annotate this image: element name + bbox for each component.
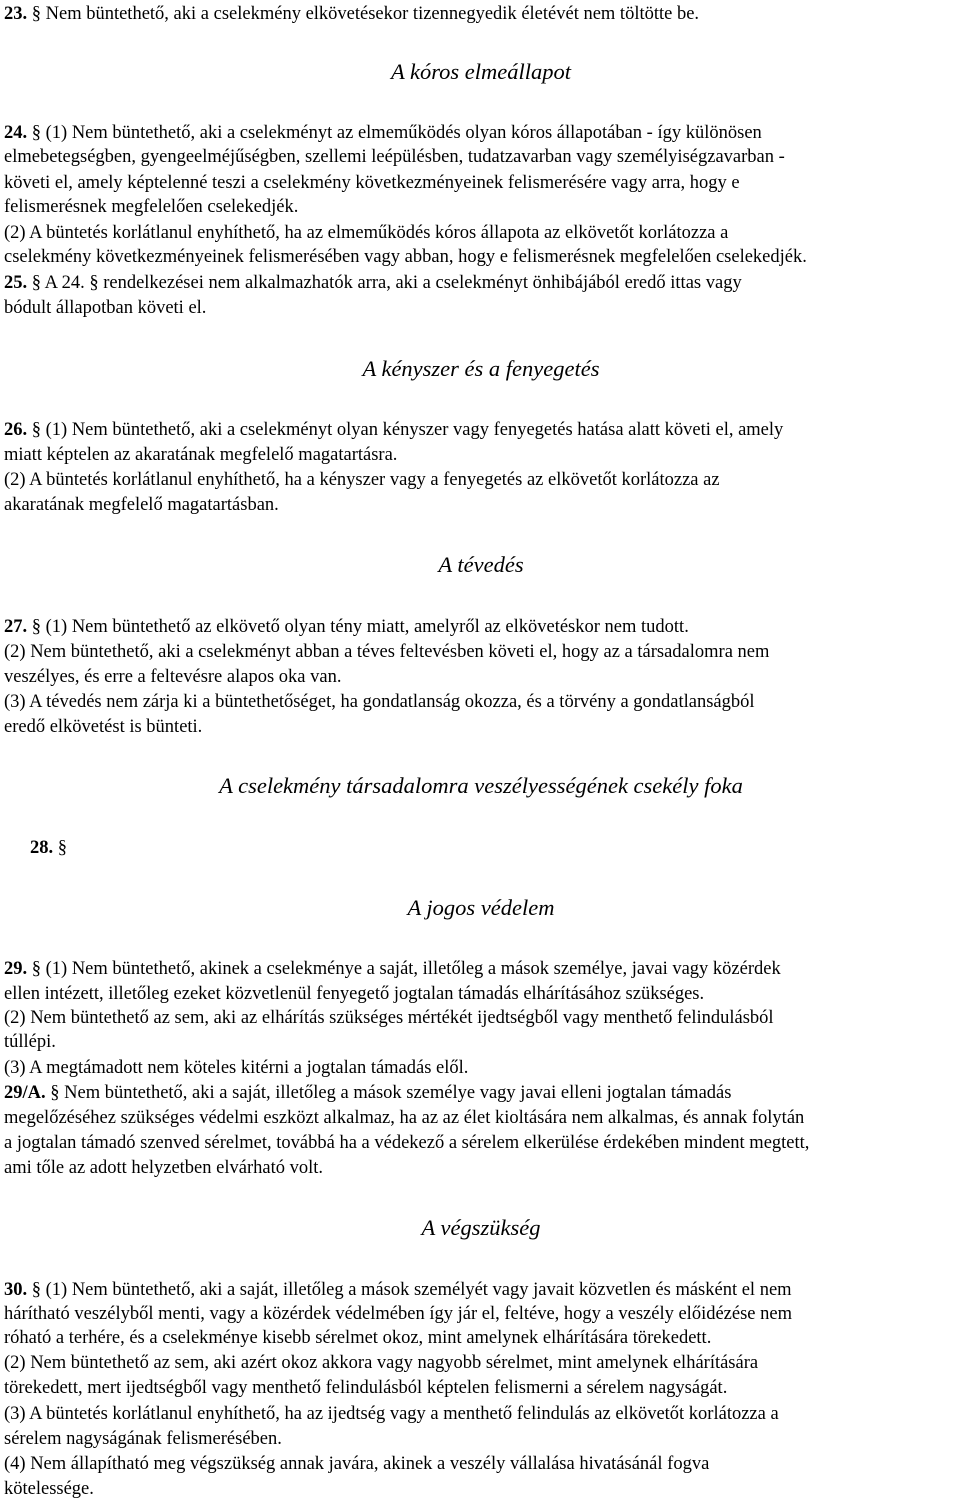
paragraph-24-line xyxy=(4,121,762,145)
paragraph-text: (1) Nem büntethető, aki a cselekményt olyan kényszer vagy fenyegetés hatása alatt követi el, amely xyxy=(41,420,784,440)
paragraph-28 xyxy=(30,836,67,860)
paragraph-text: Nem büntethető, aki a cselekmény elkövetésekor tizennegyedik életévét nem töltötte be. xyxy=(41,4,700,24)
paragraph-29-line: (3) A megtámadott nem köteles kitérni a jogtalan támadás elől. xyxy=(4,1058,469,1078)
paragraph-23 xyxy=(4,2,699,26)
section-sign: § xyxy=(31,959,41,979)
section-sign: § xyxy=(89,273,99,293)
section-heading-csekely-fok: A cselekmény társadalomra veszélyességének csekély foka xyxy=(219,773,743,798)
paragraph-text: (1) Nem büntethető, aki a saját, illetőleg a mások személyét vagy javait közvetlen és másként el nem xyxy=(41,1280,792,1300)
paragraph-29a-line: ami tőle az adott helyzetben elvárható volt. xyxy=(4,1158,323,1178)
paragraph-text: rendelkezései nem alkalmazhatók arra, aki a cselekményt önhibájából eredő ittas vagy xyxy=(98,273,742,293)
paragraph-29a-line: a jogtalan támadó szenved sérelmet, továbbá ha a védekező a sérelem elkerülése érdekében mindent megtett, xyxy=(4,1133,810,1153)
paragraph-25-line xyxy=(4,271,742,295)
paragraph-27-line: veszélyes, és erre a feltevésre alapos oka van. xyxy=(4,667,342,687)
section-sign: § xyxy=(31,4,41,24)
section-sign: § xyxy=(31,1280,41,1300)
paragraph-27-line xyxy=(4,615,689,639)
section-sign: § xyxy=(57,838,67,858)
paragraph-26-line: (2) A büntetés korlátlanul enyhíthető, ha a kényszer vagy a fenyegetés az elkövetőt korlátozza az xyxy=(4,470,720,490)
paragraph-24-line: felismerésnek megfelelően cselekedjék. xyxy=(4,197,299,217)
paragraph-30-line: sérelem nagyságának felismerésében. xyxy=(4,1429,282,1449)
paragraph-27-line: (3) A tévedés nem zárja ki a büntethetőséget, ha gondatlanság okozza, és a törvény a gondatlanságból xyxy=(4,692,755,712)
paragraph-number: 28. xyxy=(30,838,54,858)
paragraph-29-line: (2) Nem büntethető az sem, aki az elhárítás szükséges mértékét ijedtségből vagy menthető felindulásból xyxy=(4,1008,774,1028)
paragraph-30-line: (2) Nem büntethető az sem, aki azért okoz akkora vagy nagyobb sérelmet, mint amelynek elhárítására xyxy=(4,1353,759,1373)
paragraph-text: Nem büntethető, aki a saját, illetőleg a mások személye vagy javai elleni jogtalan támadás xyxy=(59,1083,732,1103)
paragraph-29a-line xyxy=(4,1081,731,1105)
paragraph-29a-line: megelőzéséhez szükséges védelmi eszközt alkalmaz, ha az az élet kioltására nem alkalmas, és annak folytán xyxy=(4,1108,805,1128)
paragraph-29-line: ellen intézett, illetőleg ezeket közvetlenül fenyegető jogtalan támadás elhárításához szükséges. xyxy=(4,984,705,1004)
paragraph-text: (1) Nem büntethető, aki a cselekményt az elmeműködés olyan kóros állapotában - így különösen xyxy=(41,123,762,143)
section-sign: § xyxy=(50,1083,60,1103)
section-sign: § xyxy=(31,420,41,440)
paragraph-30-line: kötelessége. xyxy=(4,1479,94,1499)
section-heading-jogos-vedelem: A jogos védelem xyxy=(407,895,555,920)
paragraph-30-line: róható a terhére, és a cselekménye kisebb sérelmet okoz, mint amelynek elhárítására törekedett. xyxy=(4,1328,712,1348)
section-sign: § xyxy=(31,617,41,637)
section-heading-vegszukseg: A végszükség xyxy=(421,1215,541,1240)
paragraph-text: (1) Nem büntethető, akinek a cselekménye a saját, illetőleg a mások személye, javai vagy közérdek xyxy=(41,959,781,979)
paragraph-number: 29. xyxy=(4,959,28,979)
paragraph-24-line: cselekmény következményeinek felismerésében vagy abban, hogy e felismerésnek megfelelően cselekedjék. xyxy=(4,247,807,267)
section-heading-tevedes: A tévedés xyxy=(438,552,524,577)
paragraph-number: 29/A. xyxy=(4,1083,46,1103)
section-heading-kenyszer: A kényszer és a fenyegetés xyxy=(362,356,600,381)
section-sign: § xyxy=(31,123,41,143)
section-sign: § xyxy=(31,273,41,293)
paragraph-30-line: (4) Nem állapítható meg végszükség annak javára, akinek a veszély vállalása hivatásánál fogva xyxy=(4,1454,710,1474)
paragraph-number: 25. xyxy=(4,273,28,293)
paragraph-24-line: elmebetegségben, gyengeelméjűségben, szellemi leépülésben, tudatzavarban vagy személyiségzavarban - xyxy=(4,147,785,167)
paragraph-29-line xyxy=(4,957,781,981)
paragraph-26-line: akaratának megfelelő magatartásban. xyxy=(4,495,279,515)
paragraph-30-line: törekedett, mert ijedtségből vagy menthető felindulásból képtelen felismerni a sérelem nagyságát. xyxy=(4,1378,728,1398)
paragraph-24-line: követi el, amely képtelenné teszi a cselekmény következményeinek felismerésére vagy arra, hogy e xyxy=(4,173,740,193)
paragraph-27-line: eredő elkövetést is bünteti. xyxy=(4,717,203,737)
paragraph-27-line: (2) Nem büntethető, aki a cselekményt abban a téves feltevésben követi el, hogy az a társadalomra nem xyxy=(4,642,770,662)
paragraph-25-line: bódult állapotban követi el. xyxy=(4,298,207,318)
paragraph-text: (1) Nem büntethető az elkövető olyan tény miatt, amelyről az elkövetéskor nem tudott. xyxy=(41,617,689,637)
paragraph-30-line xyxy=(4,1278,792,1302)
paragraph-26-line xyxy=(4,418,783,442)
paragraph-26-line: miatt képtelen az akaratának megfelelő magatartásra. xyxy=(4,445,398,465)
section-heading-koros-elmeallapot: A kóros elmeállapot xyxy=(391,59,571,84)
paragraph-29-line: túllépi. xyxy=(4,1032,56,1052)
paragraph-number: 24. xyxy=(4,123,28,143)
paragraph-number: 30. xyxy=(4,1280,28,1300)
paragraph-number: 27. xyxy=(4,617,28,637)
paragraph-number: 26. xyxy=(4,420,28,440)
paragraph-text: A 24. xyxy=(41,273,90,293)
paragraph-30-line: (3) A büntetés korlátlanul enyhíthető, ha az ijedtség vagy a menthető felindulás az elkövetőt korlátozza a xyxy=(4,1404,779,1424)
paragraph-number: 23. xyxy=(4,4,28,24)
paragraph-24-line: (2) A büntetés korlátlanul enyhíthető, ha az elmeműködés kóros állapota az elkövetőt korlátozza a xyxy=(4,223,729,243)
paragraph-30-line: hárítható veszélyből menti, vagy a közérdek védelmében így jár el, feltéve, hogy a veszély előidézése nem xyxy=(4,1304,792,1324)
